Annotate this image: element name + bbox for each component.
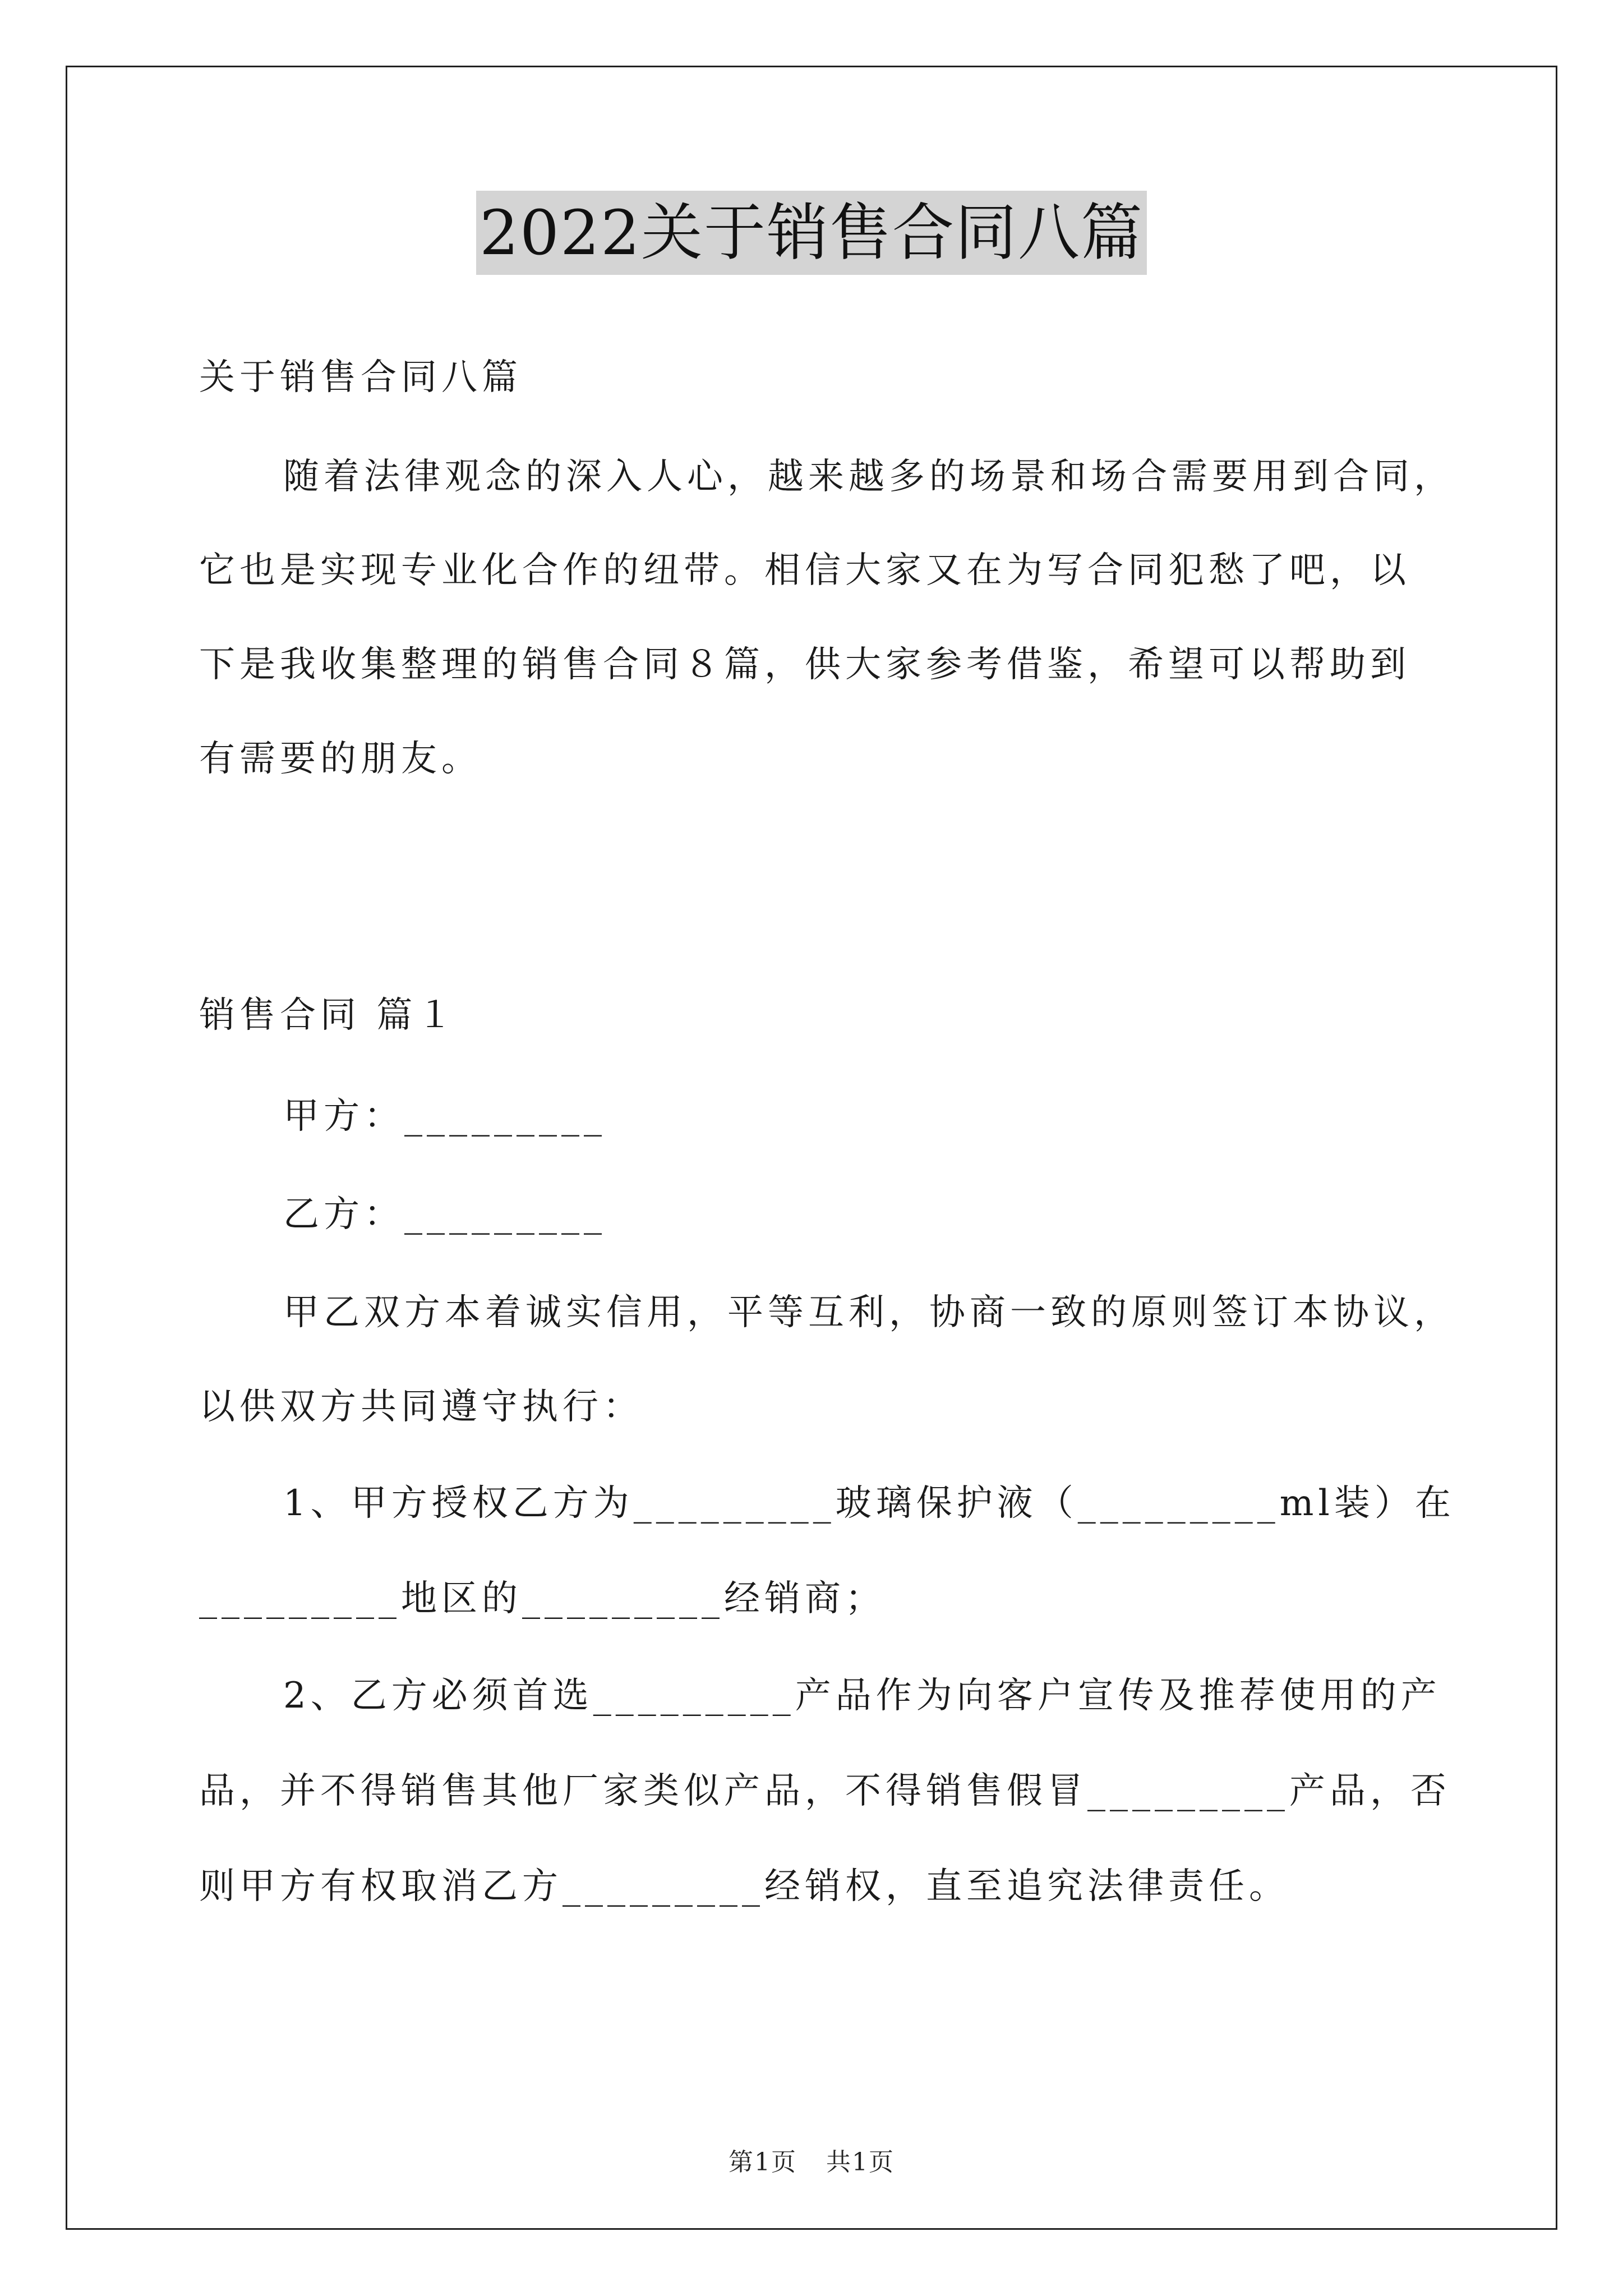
- section-heading: 销售合同 篇１: [199, 995, 458, 1036]
- intro-line-4: 有需要的朋友。: [199, 738, 482, 780]
- clause-1-line-1: 1、甲方授权乙方为_________玻璃保护液（_________ml装）在: [283, 1483, 1455, 1524]
- clause-2-line-3: 则甲方有权取消乙方_________经销权，直至追究法律责任。: [199, 1866, 1289, 1907]
- title-container: [0, 191, 1623, 275]
- page-number-total: 共1页: [826, 2148, 895, 2177]
- page-footer: [0, 2142, 1623, 2178]
- document-subtitle: 关于销售合同八篇: [199, 357, 522, 398]
- page-number-current: 第1页: [728, 2148, 797, 2177]
- clause-1-line-2: _________地区的_________经销商；: [199, 1578, 886, 1619]
- document-title: 2022关于销售合同八篇: [476, 191, 1147, 275]
- party-b-line: 乙方：_________: [283, 1194, 606, 1235]
- agreement-line-1: 甲乙双方本着诚实信用，平等互利，协商一致的原则签订本协议，: [283, 1292, 1454, 1333]
- intro-line-2: 它也是实现专业化合作的纽带。相信大家又在为写合同犯愁了吧，以: [199, 550, 1410, 591]
- intro-line-1: 随着法律观念的深入人心，越来越多的场景和场合需要用到合同，: [283, 456, 1454, 498]
- clause-2-line-1: 2、乙方必须首选_________产品作为向客户宣传及推荐使用的产: [283, 1675, 1441, 1717]
- party-a-line: 甲方：_________: [283, 1096, 606, 1137]
- intro-line-3: 下是我收集整理的销售合同８篇，供大家参考借鉴，希望可以帮助到: [199, 644, 1410, 685]
- agreement-line-2: 以供双方共同遵守执行：: [199, 1386, 643, 1428]
- clause-2-line-2: 品，并不得销售其他厂家类似产品，不得销售假冒_________产品，否: [199, 1770, 1451, 1812]
